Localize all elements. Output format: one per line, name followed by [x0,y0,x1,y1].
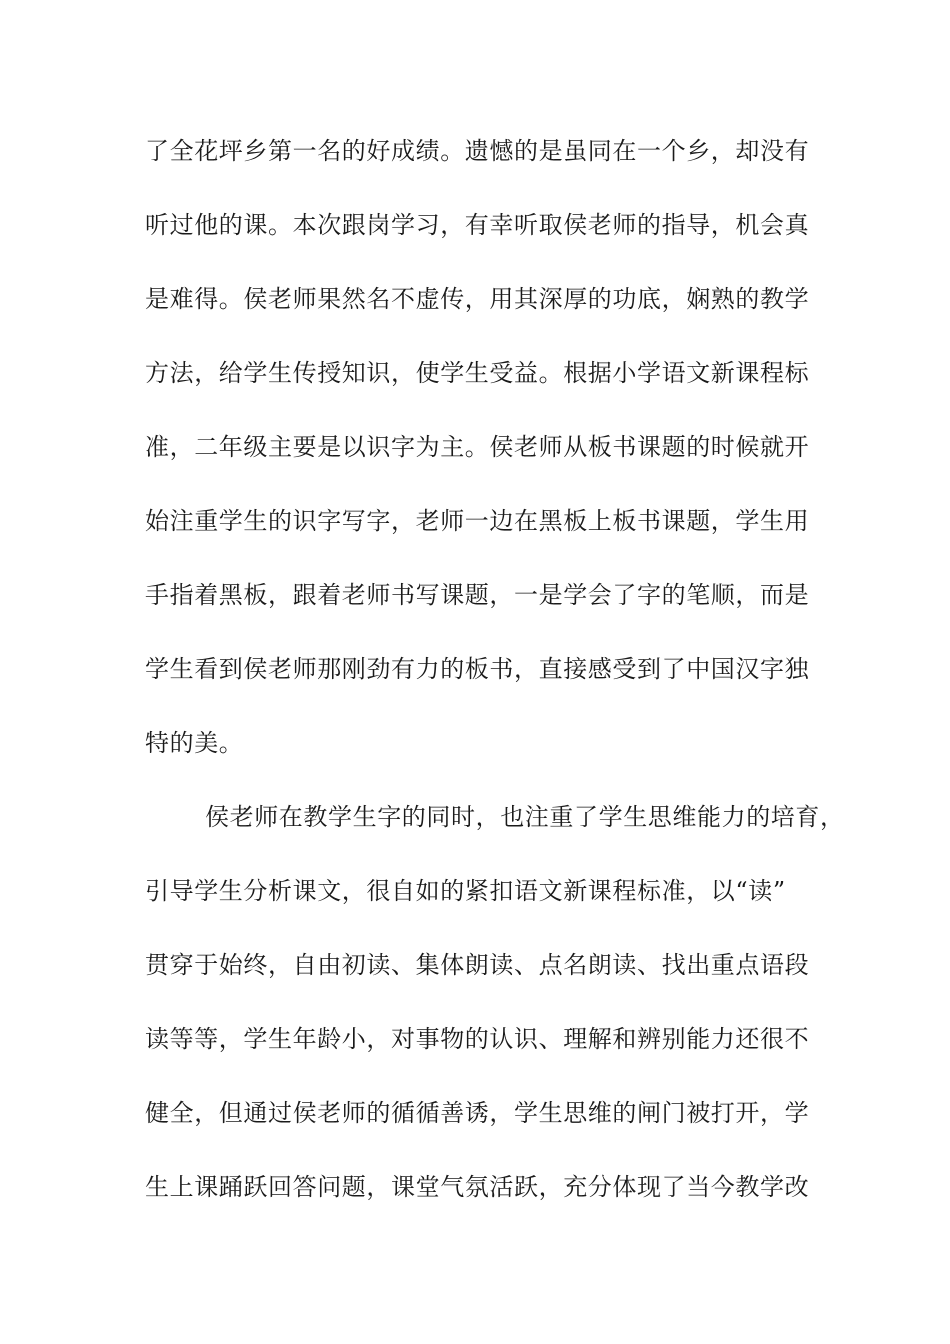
text-line: 生上课踊跃回答问题，课堂气氛活跃，充分体现了当今教学改 [145,1173,810,1201]
text-line: 引导学生分析课文，很自如的紧扣语文新课程标准，以“读” [145,877,786,905]
text-line: 了全花坪乡第一名的好成绩。遗憾的是虽同在一个乡，却没有 [145,137,810,165]
text-line: 手指着黑板，跟着老师书写课题，一是学会了字的笔顺，而是 [145,581,810,609]
text-line: 贯穿于始终，自由初读、集体朗读、点名朗读、找出重点语段 [145,951,810,979]
text-line: 准，二年级主要是以识字为主。侯老师从板书课题的时候就开 [145,433,810,461]
text-line: 学生看到侯老师那刚劲有力的板书，直接感受到了中国汉字独 [145,655,810,683]
text-line: 特的美。 [145,729,244,757]
text-line: 是难得。侯老师果然名不虚传，用其深厚的功底，娴熟的教学 [145,285,810,313]
text-line: 健全，但通过侯老师的循循善诱，学生思维的闸门被打开，学 [145,1099,810,1127]
text-line: 读等等，学生年龄小，对事物的认识、理解和辨别能力还很不 [145,1025,810,1053]
text-line: 始注重学生的识字写字，老师一边在黑板上板书课题，学生用 [145,507,810,535]
text-line: 方法，给学生传授知识，使学生受益。根据小学语文新课程标 [145,359,810,387]
text-line: 听过他的课。本次跟岗学习，有幸听取侯老师的指导，机会真 [145,211,810,239]
text-line: 侯老师在教学生字的同时，也注重了学生思维能力的培育， [205,803,845,831]
